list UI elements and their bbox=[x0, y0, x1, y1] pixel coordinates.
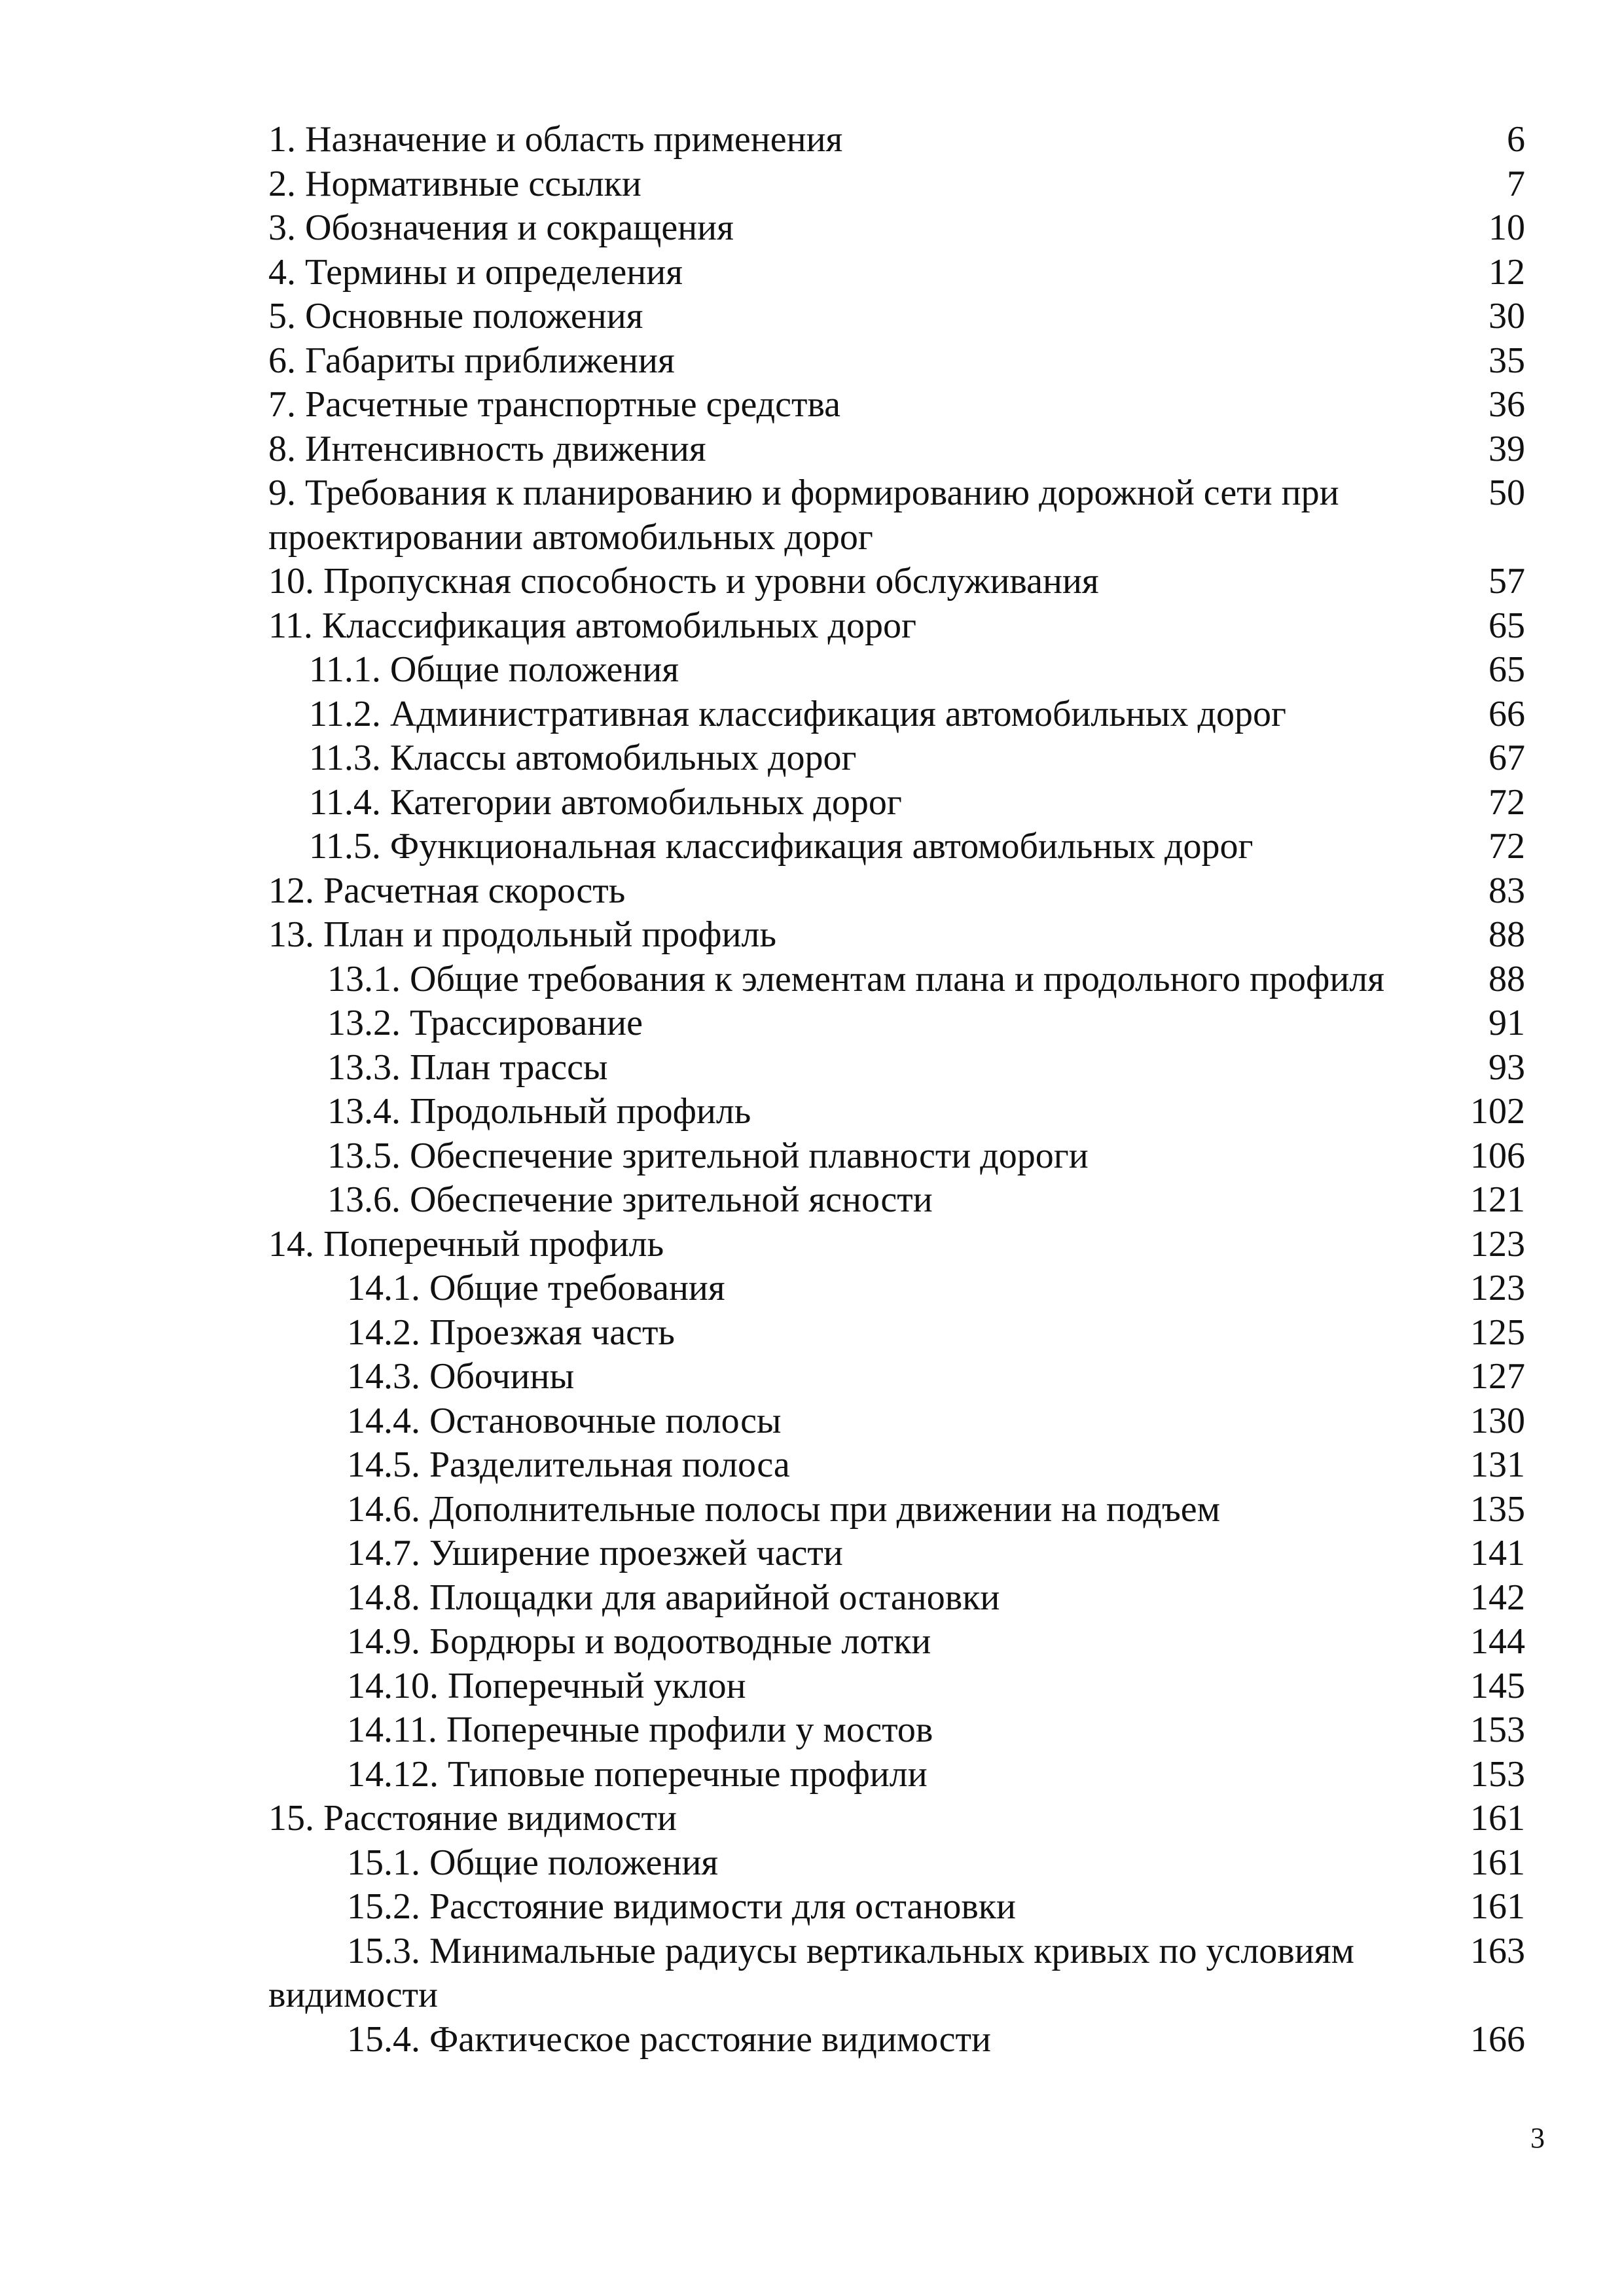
toc-entry-page: 7 bbox=[1507, 163, 1525, 204]
toc-entry-page: 127 bbox=[1470, 1356, 1525, 1397]
toc-entry-title: 10. Пропускная способность и уровни обслуживания bbox=[268, 561, 1099, 601]
toc-entry-page: 144 bbox=[1470, 1621, 1525, 1662]
toc-entry[interactable] bbox=[268, 427, 1525, 472]
toc-subentry[interactable] bbox=[268, 1576, 1525, 1621]
toc-entry-page: 72 bbox=[1489, 826, 1525, 867]
toc-entry-title: 11.3. Классы автомобильных дорог bbox=[309, 738, 857, 778]
toc-entry-page: 67 bbox=[1489, 738, 1525, 778]
toc-subentry[interactable] bbox=[268, 1355, 1525, 1399]
toc-entry-title: 14.6. Дополнительные полосы при движении на подъем bbox=[347, 1488, 1221, 1530]
toc-entry-page: 145 bbox=[1470, 1665, 1525, 1706]
toc-entry-page: 166 bbox=[1470, 2018, 1525, 2060]
toc-entry-page: 141 bbox=[1470, 1533, 1525, 1573]
toc-entry-title: 15.1. Общие положения bbox=[347, 1842, 719, 1883]
toc-entry-page: 65 bbox=[1489, 649, 1525, 690]
toc-entry-title: 3. Обозначения и сокращения bbox=[268, 207, 734, 248]
toc-entry-page: 6 bbox=[1507, 119, 1525, 160]
toc-entry[interactable] bbox=[268, 604, 1525, 649]
toc-subentry[interactable] bbox=[268, 1488, 1525, 1532]
toc-entry[interactable] bbox=[268, 339, 1525, 384]
toc-subentry[interactable] bbox=[268, 1620, 1525, 1664]
toc-entry-page: 121 bbox=[1470, 1179, 1525, 1220]
toc-entry-page: 125 bbox=[1470, 1312, 1525, 1353]
toc-entry-title: 14.7. Уширение проезжей части bbox=[347, 1533, 843, 1573]
toc-entry-title: 1. Назначение и область применения bbox=[268, 119, 843, 160]
toc-entry[interactable] bbox=[268, 560, 1525, 604]
toc-entry-page: 161 bbox=[1470, 1886, 1525, 1927]
toc-entry-page: 65 bbox=[1489, 605, 1525, 646]
toc-entry[interactable] bbox=[268, 1797, 1525, 1841]
toc-entry-page: 10 bbox=[1489, 207, 1525, 248]
toc-entry-page: 123 bbox=[1470, 1223, 1525, 1265]
toc-subentry[interactable] bbox=[268, 1929, 1525, 2018]
toc-entry-page: 66 bbox=[1489, 693, 1525, 734]
toc-subentry[interactable] bbox=[268, 1708, 1525, 1753]
toc-entry-title: 14.9. Бордюры и водоотводные лотки bbox=[347, 1621, 931, 1662]
toc-entry-title: 9. Требования к планированию и формированию дорожной сети при проектировании автомобильных дорог bbox=[268, 473, 1339, 558]
toc-entry-title: 8. Интенсивность движения bbox=[268, 428, 706, 469]
toc-subentry[interactable] bbox=[268, 1532, 1525, 1576]
toc-subentry[interactable] bbox=[268, 1134, 1525, 1179]
toc-entry-title: 15.3. Минимальные радиусы вертикальных кривых по условиям видимости bbox=[268, 1930, 1354, 2015]
toc-subentry[interactable] bbox=[268, 1046, 1525, 1090]
toc-entry-title: 13.1. Общие требования к элементам плана и продольного профиля bbox=[327, 958, 1385, 999]
toc-entry-title: 7. Расчетные транспортные средства bbox=[268, 384, 841, 425]
toc-entry-page: 153 bbox=[1470, 1710, 1525, 1750]
toc-entry-page: 102 bbox=[1470, 1091, 1525, 1132]
toc-entry-page: 161 bbox=[1470, 1798, 1525, 1839]
toc-entry-title: 14. Поперечный профиль bbox=[268, 1223, 664, 1265]
toc-entry-page: 123 bbox=[1470, 1268, 1525, 1308]
toc-entry-title: 13.3. План трассы bbox=[327, 1047, 608, 1088]
toc-subentry[interactable] bbox=[268, 958, 1525, 1002]
toc-entry-page: 153 bbox=[1470, 1753, 1525, 1795]
toc-subentry[interactable] bbox=[268, 781, 1525, 825]
toc-entry-page: 35 bbox=[1489, 340, 1525, 381]
toc-entry-title: 13.2. Трассирование bbox=[327, 1003, 643, 1043]
toc-subentry[interactable] bbox=[268, 825, 1525, 869]
toc-entry-page: 106 bbox=[1470, 1135, 1525, 1176]
toc-subentry[interactable] bbox=[268, 1664, 1525, 1709]
toc-entry-title: 6. Габариты приближения bbox=[268, 340, 675, 381]
toc-entry-title: 13.4. Продольный профиль bbox=[327, 1091, 751, 1132]
toc-entry-title: 14.1. Общие требования bbox=[347, 1268, 725, 1308]
toc-entry-title: 13. План и продольный профиль bbox=[268, 914, 777, 955]
toc-entry[interactable] bbox=[268, 869, 1525, 914]
toc-entry-title: 15.4. Фактическое расстояние видимости bbox=[347, 2018, 991, 2060]
toc-entry-title: 14.11. Поперечные профили у мостов bbox=[347, 1710, 933, 1750]
toc-entry-page: 142 bbox=[1470, 1577, 1525, 1618]
toc-entry-title: 11. Классификация автомобильных дорог bbox=[268, 605, 916, 646]
toc-entry[interactable] bbox=[268, 1223, 1525, 1267]
toc-subentry[interactable] bbox=[268, 2018, 1525, 2062]
toc-entry-title: 4. Термины и определения bbox=[268, 251, 683, 293]
toc-entry-page: 91 bbox=[1489, 1003, 1525, 1043]
toc-subentry[interactable] bbox=[268, 1311, 1525, 1355]
toc-subentry[interactable] bbox=[268, 1001, 1525, 1046]
toc-entry-page: 93 bbox=[1489, 1047, 1525, 1088]
toc-entry-page: 72 bbox=[1489, 781, 1525, 823]
toc-subentry[interactable] bbox=[268, 1885, 1525, 1929]
toc-entry-title: 14.2. Проезжая часть bbox=[347, 1312, 675, 1353]
toc-subentry[interactable] bbox=[268, 1753, 1525, 1797]
toc-entry-page: 130 bbox=[1470, 1400, 1525, 1441]
toc-subentry[interactable] bbox=[268, 1090, 1525, 1134]
toc-entry-title: 15.2. Расстояние видимости для остановки bbox=[347, 1886, 1016, 1927]
toc-entry[interactable] bbox=[268, 118, 1525, 162]
toc-entry-page: 135 bbox=[1470, 1488, 1525, 1530]
toc-entry-title: 14.12. Типовые поперечные профили bbox=[347, 1753, 928, 1795]
toc-entry-page: 88 bbox=[1489, 914, 1525, 955]
toc-subentry[interactable] bbox=[268, 648, 1525, 692]
toc-entry[interactable] bbox=[268, 471, 1525, 560]
toc-entry-page: 131 bbox=[1470, 1444, 1525, 1485]
toc-subentry[interactable] bbox=[268, 1266, 1525, 1311]
toc-entry-title: 11.1. Общие положения bbox=[309, 649, 679, 690]
toc-entry[interactable] bbox=[268, 295, 1525, 339]
toc-entry-page: 50 bbox=[1489, 473, 1525, 513]
table-of-contents bbox=[268, 118, 1525, 2062]
toc-entry[interactable] bbox=[268, 206, 1525, 251]
toc-entry-title: 14.4. Остановочные полосы bbox=[347, 1400, 782, 1441]
toc-entry-title: 15. Расстояние видимости bbox=[268, 1798, 677, 1839]
toc-entry-page: 12 bbox=[1489, 251, 1525, 293]
toc-entry-title: 14.10. Поперечный уклон bbox=[347, 1665, 746, 1706]
toc-entry-title: 5. Основные положения bbox=[268, 296, 643, 336]
toc-entry-title: 14.3. Обочины bbox=[347, 1356, 575, 1397]
toc-subentry[interactable] bbox=[268, 1399, 1525, 1444]
toc-entry[interactable] bbox=[268, 251, 1525, 295]
toc-subentry[interactable] bbox=[268, 692, 1525, 737]
toc-entry-title: 13.6. Обеспечение зрительной ясности bbox=[327, 1179, 933, 1220]
toc-entry-page: 36 bbox=[1489, 384, 1525, 425]
toc-entry[interactable] bbox=[268, 383, 1525, 427]
toc-entry-title: 11.5. Функциональная классификация автомобильных дорог bbox=[309, 826, 1254, 867]
toc-entry-title: 2. Нормативные ссылки bbox=[268, 163, 641, 204]
toc-entry-page: 39 bbox=[1489, 428, 1525, 469]
toc-subentry[interactable] bbox=[268, 1841, 1525, 1886]
page-number: 3 bbox=[1530, 2122, 1545, 2154]
toc-entry-title: 14.5. Разделительная полоса bbox=[347, 1444, 790, 1485]
toc-entry-page: 30 bbox=[1489, 296, 1525, 336]
toc-subentry[interactable] bbox=[268, 1443, 1525, 1488]
toc-entry-page: 57 bbox=[1489, 561, 1525, 601]
toc-entry-title: 13.5. Обеспечение зрительной плавности дороги bbox=[327, 1135, 1089, 1176]
toc-subentry[interactable] bbox=[268, 736, 1525, 781]
toc-entry-page: 83 bbox=[1489, 870, 1525, 911]
toc-entry-title: 12. Расчетная скорость bbox=[268, 870, 626, 911]
toc-entry-page: 161 bbox=[1470, 1842, 1525, 1883]
toc-entry[interactable] bbox=[268, 162, 1525, 207]
toc-entry-title: 11.2. Административная классификация автомобильных дорог bbox=[309, 693, 1286, 734]
toc-entry-title: 14.8. Площадки для аварийной остановки bbox=[347, 1577, 1000, 1618]
toc-entry-title: 11.4. Категории автомобильных дорог bbox=[309, 781, 902, 823]
toc-subentry[interactable] bbox=[268, 1178, 1525, 1223]
toc-entry-page: 88 bbox=[1489, 958, 1525, 999]
toc-entry-page: 163 bbox=[1470, 1930, 1525, 1971]
toc-entry[interactable] bbox=[268, 913, 1525, 958]
